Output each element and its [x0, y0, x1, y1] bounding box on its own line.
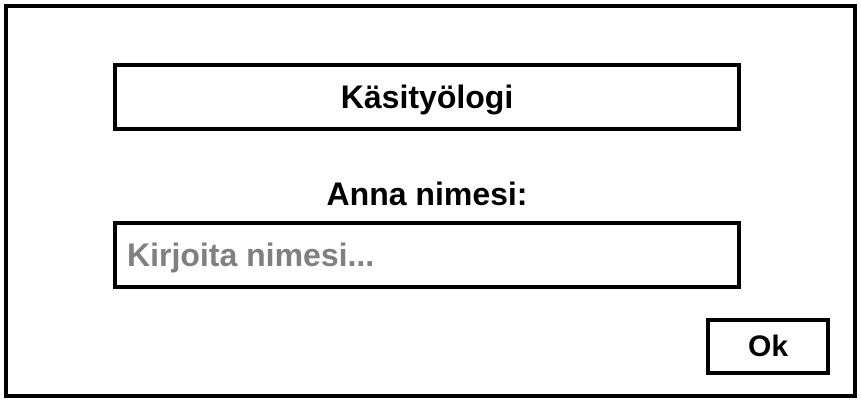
name-prompt-label: Anna nimesi: [326, 176, 528, 212]
ok-button[interactable]: Ok [706, 318, 830, 375]
name-input[interactable] [113, 221, 741, 289]
app-title: Käsityölogi [113, 63, 741, 131]
